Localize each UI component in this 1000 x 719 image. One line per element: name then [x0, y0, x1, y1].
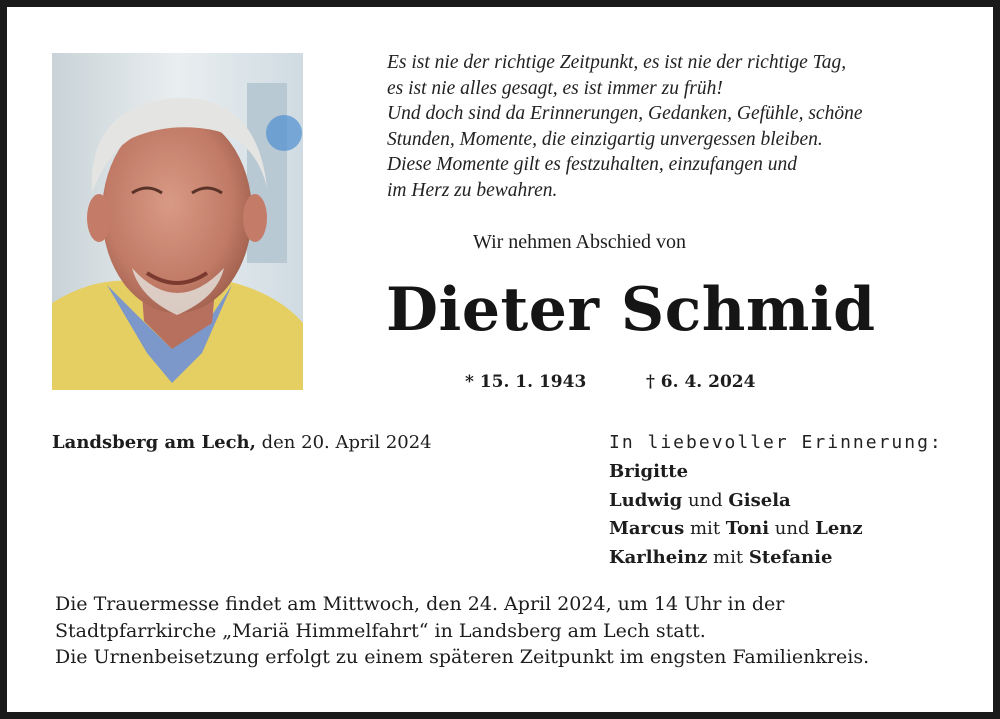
family-line: [609, 458, 863, 487]
farewell-intro: Wir nehmen Abschied von: [473, 231, 687, 253]
notice-line: Stadtpfarrkirche „Mariä Himmelfahrt“ in Landsberg am Lech statt.: [55, 619, 706, 642]
family-member: Toni: [725, 518, 770, 539]
family-connector: und: [769, 518, 816, 539]
family-member: Brigitte: [609, 461, 689, 482]
family-list: [609, 458, 863, 572]
family-member: Karlheinz: [609, 546, 708, 568]
family-member: Marcus: [609, 518, 685, 539]
place-location: Landsberg am Lech,: [52, 432, 256, 453]
family-member: Ludwig: [609, 489, 683, 511]
place-date: den 20. April 2024: [255, 432, 432, 453]
family-line: [609, 515, 863, 544]
portrait-photo: [52, 53, 303, 390]
poem: [387, 50, 967, 204]
notice-line: Die Trauermesse findet am Mittwoch, den 24. April 2024, um 14 Uhr in der: [55, 593, 785, 615]
family-member: Stefanie: [748, 546, 833, 568]
poem-line: Diese Momente gilt es festzuhalten, einzufangen und: [387, 154, 797, 176]
memory-label: In liebevoller Erinnerung:: [609, 432, 943, 453]
family-line: [609, 487, 863, 516]
family-connector: mit: [684, 518, 726, 539]
poem-line: im Herz zu bewahren.: [387, 179, 558, 201]
poem-line: Und doch sind da Erinnerungen, Gedanken, Gefühle, schöne: [387, 103, 863, 125]
birth-date: * 15. 1. 1943: [465, 372, 587, 392]
family-connector: mit: [707, 546, 749, 568]
notice-line: Die Urnenbeisetzung erfolgt zu einem späteren Zeitpunkt im engsten Familienkreis.: [55, 646, 870, 668]
poem-line: Es ist nie der richtige Zeitpunkt, es ist nie der richtige Tag,: [387, 52, 847, 73]
family-member: Gisela: [728, 489, 791, 511]
poem-line: Stunden, Momente, die einzigartig unvergessen bleiben.: [387, 128, 823, 150]
death-date: † 6. 4. 2024: [646, 372, 756, 392]
family-line: [609, 544, 863, 573]
family-connector: und: [682, 489, 729, 511]
deceased-name: Dieter Schmid: [386, 275, 876, 345]
service-notice: [55, 591, 869, 671]
place-and-date: [52, 432, 432, 453]
family-member: Lenz: [815, 518, 863, 539]
poem-line: es ist nie alles gesagt, es ist immer zu früh!: [387, 77, 723, 99]
